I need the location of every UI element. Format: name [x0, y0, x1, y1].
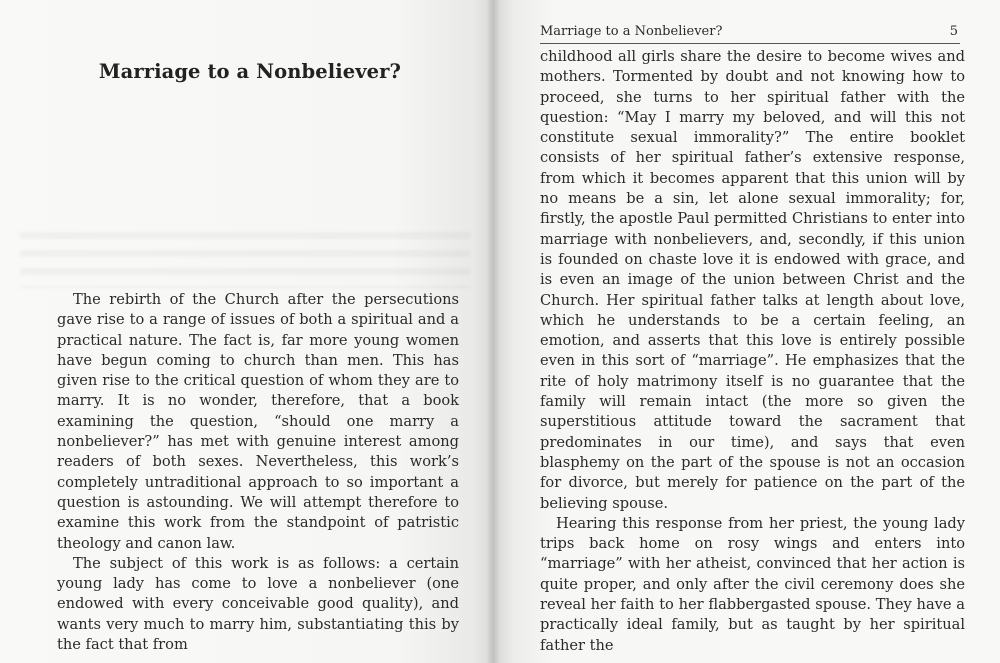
paragraph: The rebirth of the Church after the persecutions gave rise to a range of issues of both a spiritual and a practical nature. The fact is, far more young women have begun coming to church than men. This has given rise to the critical question of whom they are to marry. It is no wonder, therefore, that a book examining the question, “should one marry a nonbeliever?” has met with genuine interest among readers of both sexes. Nevertheless, this work’s completely untraditional approach to so important a question is astounding. We will attempt therefore to examine this work from the standpoint of patristic theology and canon law. [57, 291, 459, 552]
right-page [493, 0, 1000, 663]
right-page-body [540, 47, 965, 656]
chapter-title: Marriage to a Nonbeliever? [98, 60, 402, 83]
left-page [0, 0, 493, 663]
show-through-text [20, 228, 470, 288]
paragraph: childhood all girls share the desire to become wives and mothers. Tormented by doubt and not knowing how to proceed, she turns to her spiritual father with the question: “May I marry my beloved, and will this not constitute sexual immorality?” The entire booklet consists of her spiritual father’s extensive response, from which it becomes apparent that this union will by no means be a sin, let alone sexual immorality; for, firstly, the apostle Paul permitted Christians to enter into marriage with nonbelievers, and, secondly, if this union is founded on chaste love it is endowed with grace, and is even an image of the union between Christ and the Church. Her spiritual father talks at length about love, which he understands to be a certain feeling, an emotion, and asserts that this love is entirely possible even in this sort of “marriage”. He emphasizes that the rite of holy matrimony itself is no guarantee that the family will remain intact (the more so given the superstitious attitude toward the sacrament that predominates in our time), and says that even blasphemy on the part of the spouse is not an occasion for divorce, but merely for patience on the part of the believing spouse. [540, 48, 965, 512]
paragraph: The subject of this work is as follows: a certain young lady has come to love a nonbeliever (one endowed with every conceivable good quality), and wants very much to marry him, substantiating this by the fact that from [57, 554, 459, 654]
running-head [540, 23, 960, 44]
paragraph: Hearing this response from her priest, the young lady trips back home on rosy wings and enters into “marriage” with her atheist, convinced that her action is quite proper, and only after the civil ceremony does she reveal her faith to her flabbergasted spouse. They have a practically ideal family, but as taught by her spiritual father the [540, 514, 965, 654]
running-head-title: Marriage to a Nonbeliever? [540, 24, 723, 39]
left-page-body [57, 290, 459, 655]
page-number: 5 [949, 24, 958, 39]
